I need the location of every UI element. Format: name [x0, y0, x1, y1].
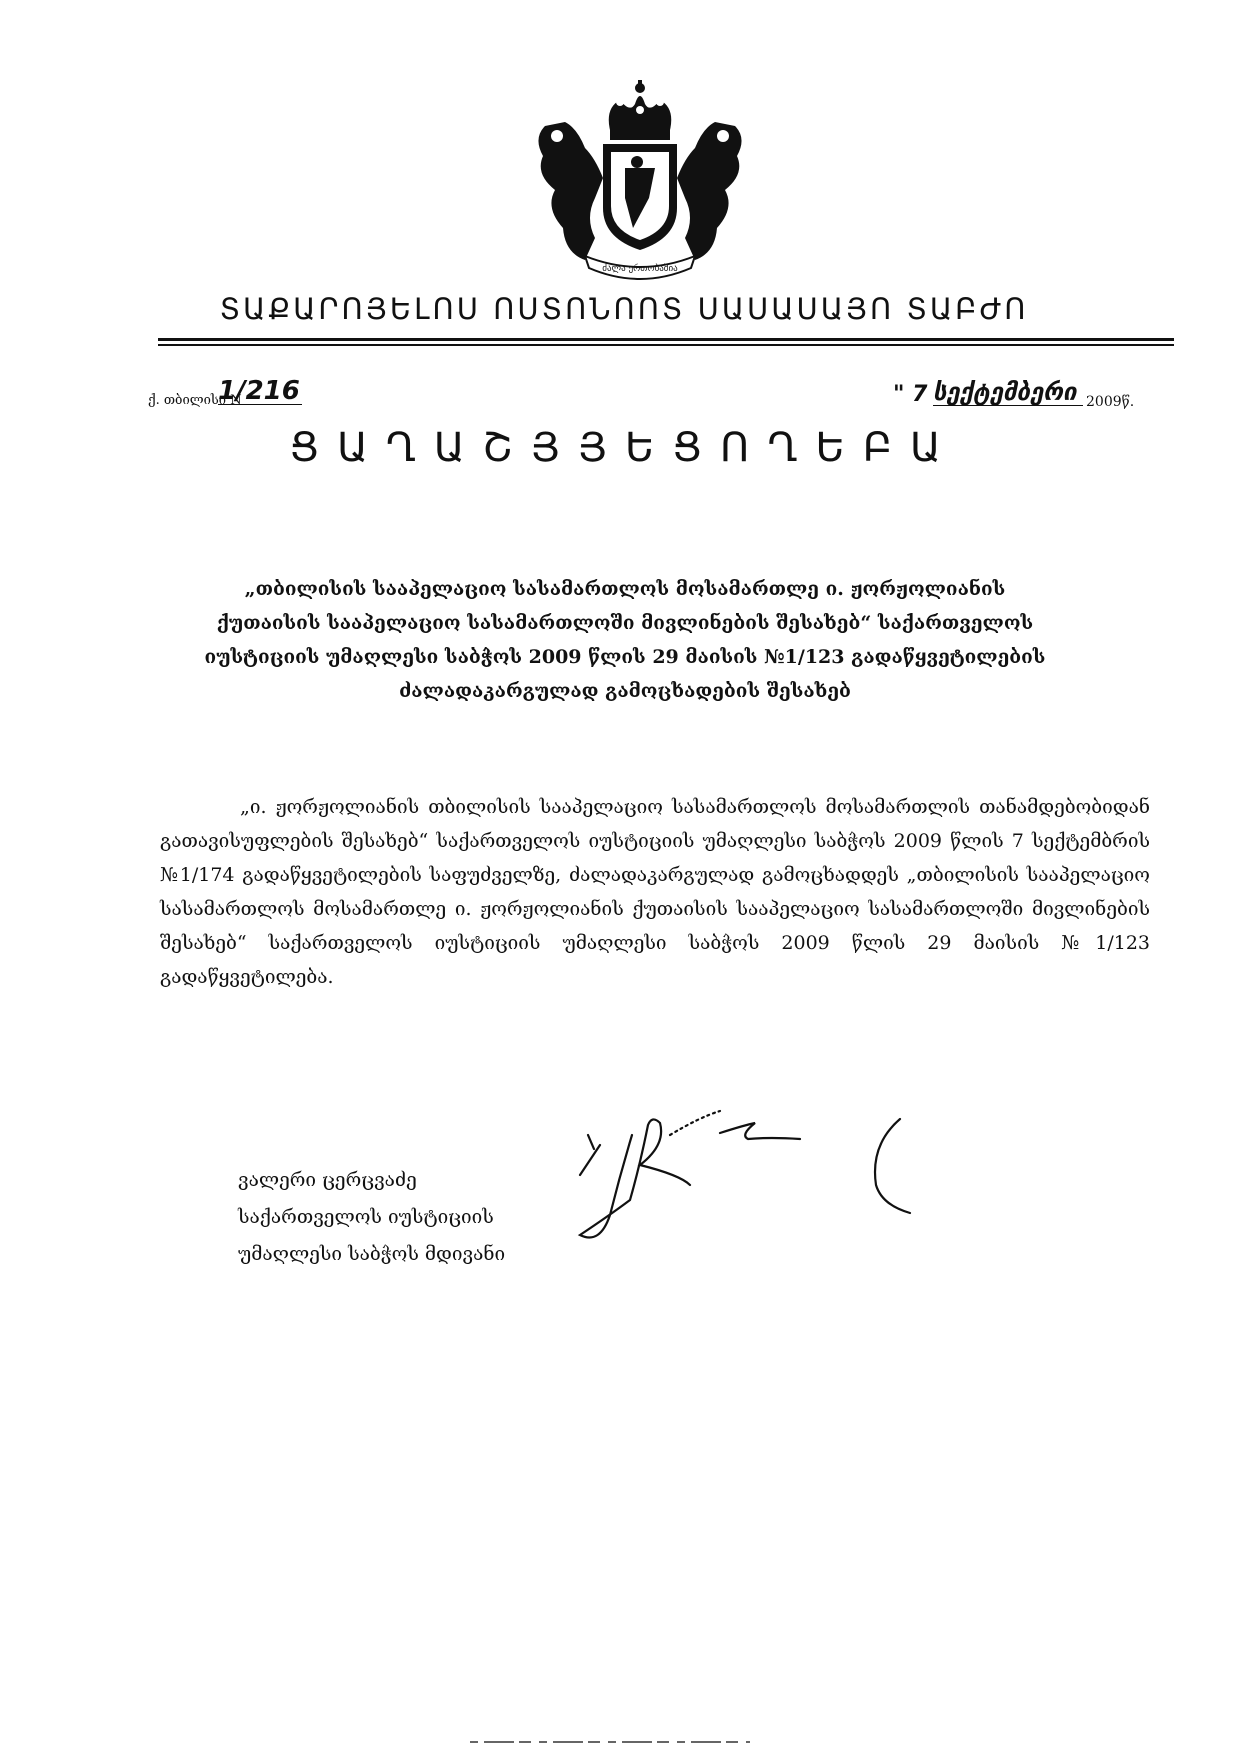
registry-number-label: ქ. თბილისი N: [148, 393, 242, 408]
signatory-title-line-2: უმაღლესი საბჭოს მდივანი: [238, 1243, 506, 1265]
registry-number-value: 1/216: [218, 378, 302, 405]
emblem-motto: ძალა ერთობაშია: [602, 264, 678, 274]
date-day: " 7 ": [893, 382, 947, 407]
institution-name: ՏԱՔԱՐՈՅԵԼՈՍ ՈՍՏՈՆՈՈՏ ՍԱՍԱՍԱՅՈ ՏԱԲԺՈ: [219, 292, 1029, 326]
header-rule-thin: [158, 344, 1174, 346]
coat-of-arms-emblem: [525, 78, 755, 283]
signatory-name: ვალერი ცერცვაძე: [238, 1169, 417, 1191]
signatory-block: [238, 1162, 505, 1273]
header-rule-thick: [158, 338, 1174, 341]
document-subject: „თბილისის სააპელაციო სასამართლოს მოსამართლე ი. ჟორჟოლიანის ქუთაისის სააპელაციო სასამართლოში მივლინების შესახებ“ საქართველოს იუსტიციის უმაღლესი საბჭოს 2009 წლის 29 მაისის №1/123 გადაწყვეტილების ძალადაკარგულად გამოცხადების შესახებ: [204, 578, 1046, 702]
date-year: 2009წ.: [1086, 394, 1135, 410]
decision-body: „ი. ჟორჟოლიანის თბილისის სააპელაციო სასამართლოს მოსამართლის თანამდებობიდან გათავისუფლების შესახებ“ საქართველოს იუსტიციის უმაღლესი საბჭოს 2009 წლის 7 სექტემბრის №1/174 გადაწყვეტილების საფუძველზე, ძალადაკარგულად გამოცხადდეს „თბილისის სააპელაციო სასამართლოს მოსამართლე ი. ჟორჟოლიანის ქუთაისის სააპელაციო სასამართლოში მივლინების შესახებ“ საქართველოს იუსტიციის უმაღლესი საბჭოს 2009 წლის 29 მაისის №1/123 გადაწყვეტილება.: [160, 796, 1150, 988]
footer-scan-mark: [470, 1738, 750, 1746]
date-month: სექტემბერი: [933, 379, 1083, 406]
document-title: ՑԱՂԱՇՅՅԵՑՈՂԵԲԱ: [289, 425, 959, 471]
signatory-title-line-1: საქართველოს იუსტიციის: [238, 1206, 494, 1228]
handwritten-signature: [570, 1105, 950, 1250]
